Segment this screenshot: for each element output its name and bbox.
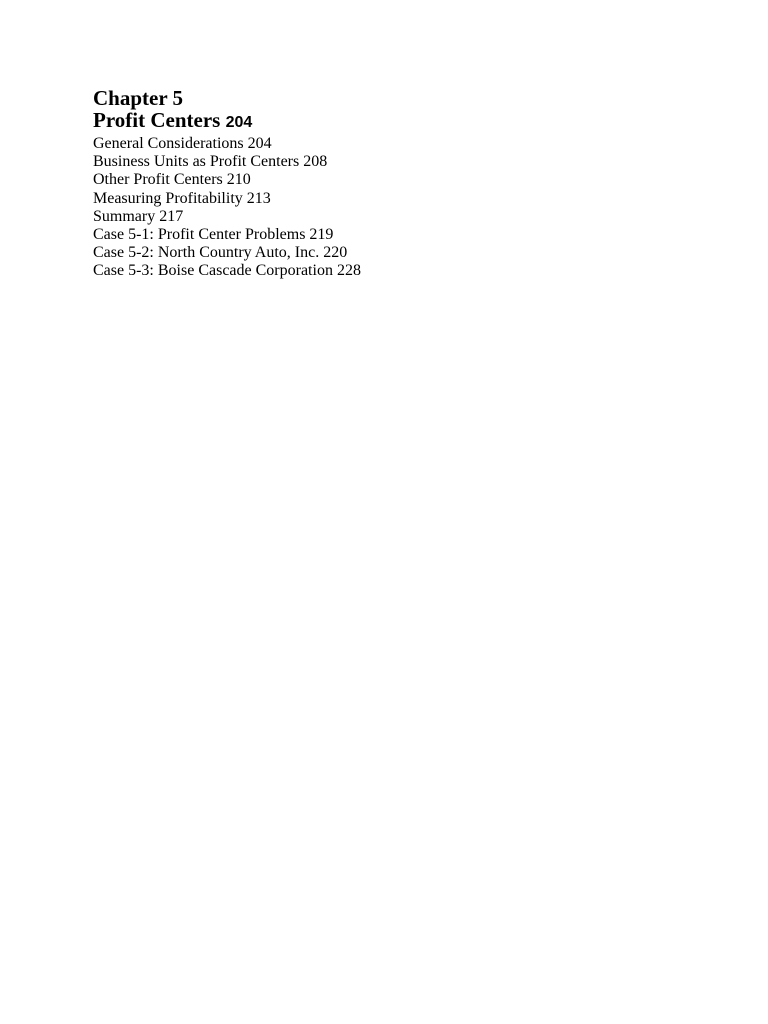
- document-page: [93, 87, 733, 281]
- toc-item-summary: [93, 208, 733, 226]
- chapter-title-text: Profit Centers: [93, 108, 221, 132]
- toc-item-title: Case 5-3: Boise Cascade Corporation: [93, 262, 333, 280]
- toc-item-case-5-3: [93, 262, 733, 280]
- toc-item-title: Business Units as Profit Centers: [93, 153, 300, 171]
- toc-item-general-considerations: [93, 135, 733, 153]
- toc-item-page: 220: [323, 244, 348, 262]
- toc-item-case-5-1: [93, 226, 733, 244]
- toc-item-other-profit-centers: [93, 171, 733, 189]
- toc-item-title: Case 5-2: North Country Auto, Inc.: [93, 244, 320, 262]
- table-of-contents: [93, 135, 733, 281]
- toc-item-page: 208: [303, 153, 328, 171]
- toc-item-title: Other Profit Centers: [93, 171, 223, 189]
- toc-item-business-units: [93, 153, 733, 171]
- toc-item-title: Case 5-1: Profit Center Problems: [93, 226, 306, 244]
- toc-item-page: 217: [159, 207, 184, 225]
- toc-item-measuring-profitability: [93, 190, 733, 208]
- chapter-title: [93, 109, 733, 134]
- toc-item-page: 204: [247, 135, 272, 152]
- toc-item-title: General Considerations: [93, 135, 244, 152]
- toc-item-page: 228: [336, 262, 361, 280]
- chapter-title-page-number: 204: [225, 114, 253, 131]
- toc-item-title: Measuring Profitability: [93, 189, 243, 207]
- toc-item-page: 210: [226, 171, 251, 189]
- chapter-label: Chapter 5: [93, 86, 184, 110]
- toc-item-page: 219: [309, 226, 334, 244]
- toc-item-title: Summary: [93, 207, 156, 225]
- toc-item-case-5-2: [93, 244, 733, 262]
- toc-item-page: 213: [246, 189, 271, 207]
